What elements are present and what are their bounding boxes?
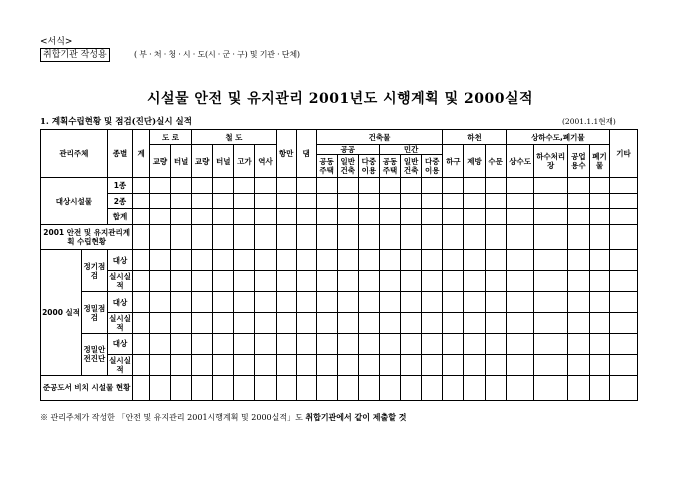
header-rail: 철 도 bbox=[192, 130, 276, 145]
col-road-bridge: 교량 bbox=[149, 145, 170, 178]
col-road-tunnel: 터널 bbox=[171, 145, 192, 178]
row-precise-subject: 대상 bbox=[107, 292, 133, 313]
header-river: 하천 bbox=[443, 130, 506, 145]
table-row bbox=[41, 271, 638, 292]
table-row bbox=[41, 178, 638, 194]
header-private: 민간 bbox=[379, 145, 442, 155]
row-regular-subject: 대상 bbox=[107, 250, 133, 271]
table-row bbox=[41, 333, 638, 354]
document-title: 시설물 안전 및 유지관리 2001년도 시행계획 및 2000실적 bbox=[146, 91, 533, 107]
row-regular-inspection: 정기점검 bbox=[82, 250, 108, 292]
table-row bbox=[41, 354, 638, 375]
section-title: 1. 계획수립현황 및 점검(진단)실시 실적 bbox=[40, 117, 192, 127]
footnote bbox=[40, 412, 406, 423]
facility-table bbox=[40, 129, 638, 401]
col-private-housing: 공동주택 bbox=[379, 155, 400, 178]
footnote-text: ※ 관리주체가 작성한 「안전 및 유지관리 2001시행계획 및 2000실적」도 bbox=[40, 413, 306, 422]
col-floodgate: 수문 bbox=[485, 145, 506, 178]
header-total: 계 bbox=[133, 130, 150, 178]
row-grade-1: 1종 bbox=[107, 178, 133, 194]
col-levee: 제방 bbox=[464, 145, 485, 178]
footnote-emphasis: 취합기관에서 같이 제출할 것 bbox=[305, 412, 407, 422]
row-regular-done: 실시실적 bbox=[109, 272, 131, 291]
col-public-housing: 공동주택 bbox=[316, 155, 337, 178]
agency-box: 취합기관 작성용 bbox=[40, 48, 110, 62]
col-water-supply: 상수도 bbox=[506, 145, 534, 178]
row-precise-inspection: 정밀점검 bbox=[82, 292, 108, 334]
row-2000-results: 2000 실적 bbox=[41, 250, 82, 376]
row-diag-subject: 대상 bbox=[107, 333, 133, 354]
col-rail-tunnel: 터널 bbox=[213, 145, 234, 178]
header-building: 건축물 bbox=[316, 130, 443, 145]
col-private-general: 일반건축 bbox=[401, 155, 422, 178]
table-row bbox=[41, 193, 638, 209]
row-grade-2: 2종 bbox=[107, 193, 133, 209]
col-estuary: 하구 bbox=[443, 145, 464, 178]
row-target-facilities: 대상시설물 bbox=[41, 178, 108, 225]
row-2001-plan: 2001 안전 및 유지관리계획 수립현황 bbox=[41, 225, 133, 250]
header-port: 항만 bbox=[276, 130, 296, 178]
header-public: 공공 bbox=[316, 145, 379, 155]
col-public-general: 일반건축 bbox=[337, 155, 358, 178]
form-label: <서식> bbox=[40, 37, 73, 47]
table-row bbox=[41, 250, 638, 271]
col-sewage-plant: 하수처리장 bbox=[534, 145, 567, 178]
table-row bbox=[41, 225, 638, 250]
row-grade-sum: 합계 bbox=[107, 209, 133, 225]
header-water-waste: 상하수도,폐기물 bbox=[506, 130, 609, 145]
col-industrial-water: 공업용수 bbox=[567, 145, 589, 178]
col-rail-station: 역사 bbox=[255, 145, 276, 178]
col-public-multiuse: 다중이용 bbox=[358, 155, 379, 178]
row-safety-diagnosis: 정밀안전진단 bbox=[82, 333, 108, 375]
row-precise-done: 실시실적 bbox=[109, 314, 131, 333]
table-row bbox=[41, 209, 638, 225]
col-rail-bridge: 교량 bbox=[192, 145, 213, 178]
header-type: 종별 bbox=[107, 130, 133, 178]
row-diag-done: 실시실적 bbox=[109, 355, 131, 374]
header-road: 도 로 bbox=[149, 130, 191, 145]
header-admin: 관리주체 bbox=[41, 130, 108, 178]
table-row bbox=[41, 292, 638, 313]
table-row bbox=[41, 375, 638, 400]
row-completion-drawings: 준공도서 비치 시설물 현황 bbox=[41, 375, 133, 400]
col-rail-elevated: 고가 bbox=[234, 145, 255, 178]
col-waste: 폐기물 bbox=[590, 145, 610, 178]
agency-note: ( 부 · 처 · 청 · 시 · 도(시 · 군 · 구) 및 기관 · 단체) bbox=[134, 50, 300, 59]
header-dam: 댐 bbox=[296, 130, 316, 178]
as-of-date: (2001.1.1현재) bbox=[562, 117, 616, 126]
header-other: 기타 bbox=[610, 130, 638, 178]
col-private-multiuse: 다중이용 bbox=[422, 155, 443, 178]
table-row bbox=[41, 313, 638, 334]
